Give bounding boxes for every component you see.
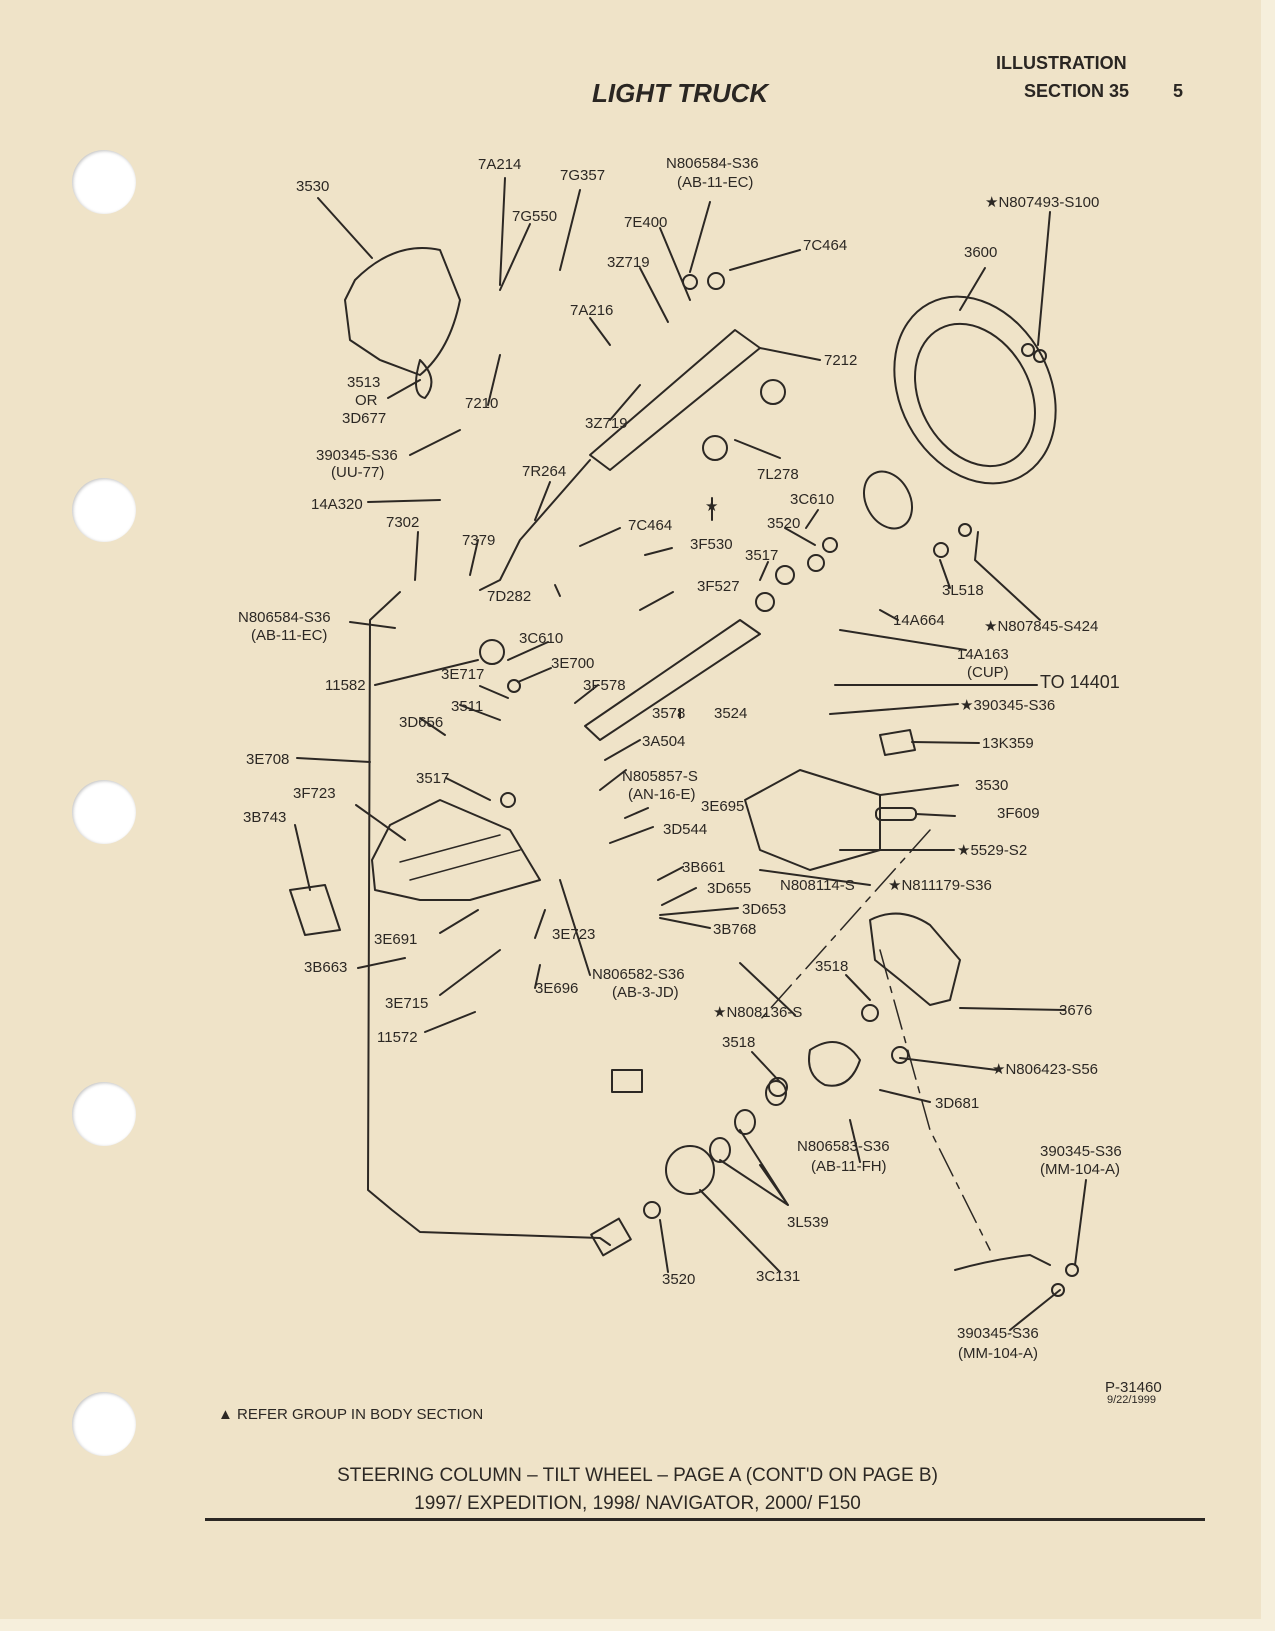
callout-3Z719-lower: 3Z719 — [585, 415, 628, 432]
callout-3F723: 3F723 — [293, 785, 336, 802]
callout-3B661: 3B661 — [682, 859, 726, 876]
callout-7212: 7212 — [824, 352, 858, 369]
callout-3578: 3578 — [652, 705, 686, 722]
callout-N808114-S: N808114-S — [780, 877, 855, 894]
callout-3F530: 3F530 — [690, 536, 733, 553]
callout-N805857-S-code: (AN-16-E) — [628, 786, 696, 803]
callout-3C610-lower: 3C610 — [519, 630, 564, 647]
callout-3C610-upper: 3C610 — [790, 491, 835, 508]
callout-3D655: 3D655 — [707, 880, 752, 897]
callout-3520-lower: 3520 — [662, 1271, 696, 1288]
callout-3B743: 3B743 — [243, 809, 287, 826]
callout-star-mark: ★ — [705, 498, 719, 515]
callout-7R264: 7R264 — [522, 463, 567, 480]
callout-3E708: 3E708 — [246, 751, 290, 768]
callout-N806584-S36-lower-code: (AB-11-EC) — [251, 627, 328, 644]
caption-models: 1997/ EXPEDITION, 1998/ NAVIGATOR, 2000/ F150 — [414, 1493, 861, 1514]
callout-3600-steering-wheel: 3600 — [964, 244, 998, 261]
callout-14A163-cup: (CUP) — [967, 664, 1009, 681]
callout-390345-S36-MM-upper-code: (MM-104-A) — [1040, 1161, 1121, 1178]
callout-7C464-lower: 7C464 — [628, 517, 673, 534]
callout-3C131: 3C131 — [756, 1268, 801, 1285]
callout-N808136-S: ★N808136-S — [713, 1004, 803, 1021]
callout-3518-upper: 3518 — [815, 958, 849, 975]
callout-7D282: 7D282 — [487, 588, 532, 605]
callout-7A216: 7A216 — [570, 302, 614, 319]
callout-N806583-S36: N806583-S36 — [797, 1138, 890, 1155]
callout-3E691: 3E691 — [374, 931, 418, 948]
callout-N811179-S36: ★N811179-S36 — [888, 877, 992, 894]
callout-7A214: 7A214 — [478, 156, 522, 173]
callout-7G550: 7G550 — [512, 208, 558, 225]
callout-3D677: 3D677 — [342, 410, 387, 427]
callout-3513: 3513 — [347, 374, 381, 391]
callout-11582: 11582 — [325, 677, 366, 694]
callout-3530-upper-shroud: 3530 — [296, 178, 330, 195]
callout-390345-S36-MM-upper: 390345-S36 — [1040, 1143, 1122, 1160]
callout-3D544: 3D544 — [663, 821, 708, 838]
section-label: ILLUSTRATION — [996, 53, 1127, 73]
callout-13K359: 13K359 — [982, 735, 1034, 752]
callout-3513-or: OR — [355, 392, 378, 409]
callout-N807845-S424: ★N807845-S424 — [984, 618, 1099, 635]
callout-3E696: 3E696 — [535, 980, 579, 997]
callout-390345-S36-UU-code: (UU-77) — [331, 464, 385, 481]
page-title: LIGHT TRUCK — [592, 78, 769, 108]
bottom-rule — [205, 1518, 1205, 1521]
callout-7L278: 7L278 — [757, 466, 799, 483]
callout-to-14401: TO 14401 — [1040, 672, 1120, 692]
callout-7379: 7379 — [462, 532, 496, 549]
callout-3676: 3676 — [1059, 1002, 1093, 1019]
page-number: 5 — [1173, 81, 1184, 101]
callout-3E717: 3E717 — [441, 666, 485, 683]
callout-390345-S36-MM-lower: 390345-S36 — [957, 1325, 1039, 1342]
callout-14A320: 14A320 — [311, 496, 363, 513]
callout-11572: 11572 — [377, 1029, 418, 1046]
callout-3E695: 3E695 — [701, 798, 745, 815]
footnote: ▲ REFER GROUP IN BODY SECTION — [218, 1406, 484, 1423]
callout-N806582-S36: N806582-S36 — [592, 966, 685, 983]
callout-390345-S36-mid: ★390345-S36 — [960, 697, 1056, 714]
callout-3520-upper: 3520 — [767, 515, 801, 532]
callout-7210: 7210 — [465, 395, 499, 412]
callout-3D653: 3D653 — [742, 901, 787, 918]
callout-3511: 3511 — [451, 698, 484, 715]
callout-7C464-upper: 7C464 — [803, 237, 848, 254]
callout-N806582-S36-code: (AB-3-JD) — [612, 984, 679, 1001]
callout-N806584-S36-upper-code: (AB-11-EC) — [677, 174, 754, 191]
callout-7G357: 7G357 — [560, 167, 606, 184]
callout-3E700: 3E700 — [551, 655, 595, 672]
section-number: SECTION 35 — [1024, 81, 1130, 101]
callout-3F609: 3F609 — [997, 805, 1040, 822]
callout-390345-S36-UU: 390345-S36 — [316, 447, 398, 464]
callout-3518-lower: 3518 — [722, 1034, 756, 1051]
callout-3D681: 3D681 — [935, 1095, 980, 1112]
callout-3530-lower-shroud: 3530 — [975, 777, 1009, 794]
callout-3524: 3524 — [714, 705, 748, 722]
callout-3F527: 3F527 — [697, 578, 740, 595]
illustration-date: 9/22/1999 — [1107, 1394, 1156, 1406]
callout-390345-S36-MM-lower-code: (MM-104-A) — [958, 1345, 1039, 1362]
callout-3E715: 3E715 — [385, 995, 429, 1012]
callout-N806583-S36-code: (AB-11-FH) — [811, 1158, 887, 1175]
callout-3A504: 3A504 — [642, 733, 686, 750]
callout-7302: 7302 — [386, 514, 420, 531]
callout-3517-lower: 3517 — [416, 770, 450, 787]
callout-14A664: 14A664 — [893, 612, 945, 629]
illustration-number: P-31460 — [1105, 1379, 1162, 1396]
callout-3F578: 3F578 — [583, 677, 626, 694]
callout-3L518: 3L518 — [942, 582, 984, 599]
callout-N806584-S36-lower: N806584-S36 — [238, 609, 331, 626]
callout-3517-upper: 3517 — [745, 547, 779, 564]
callout-N805857-S: N805857-S — [622, 768, 698, 785]
callout-N807493-S100: ★N807493-S100 — [985, 194, 1100, 211]
callout-3B768: 3B768 — [713, 921, 757, 938]
callout-5529-S2: ★5529-S2 — [957, 842, 1028, 859]
callout-N806423-S56: ★N806423-S56 — [992, 1061, 1099, 1078]
callout-3E723: 3E723 — [552, 926, 596, 943]
callout-3L539: 3L539 — [787, 1214, 829, 1231]
callout-7E400: 7E400 — [624, 214, 668, 231]
caption-title: STEERING COLUMN – TILT WHEEL – PAGE A (CONT'D ON PAGE B) — [337, 1465, 938, 1486]
callout-N806584-S36-upper: N806584-S36 — [666, 155, 759, 172]
callout-14A163: 14A163 — [957, 646, 1009, 663]
callout-3B663: 3B663 — [304, 959, 348, 976]
callout-3Z719-upper: 3Z719 — [607, 254, 650, 271]
callout-3D656: 3D656 — [399, 714, 444, 731]
